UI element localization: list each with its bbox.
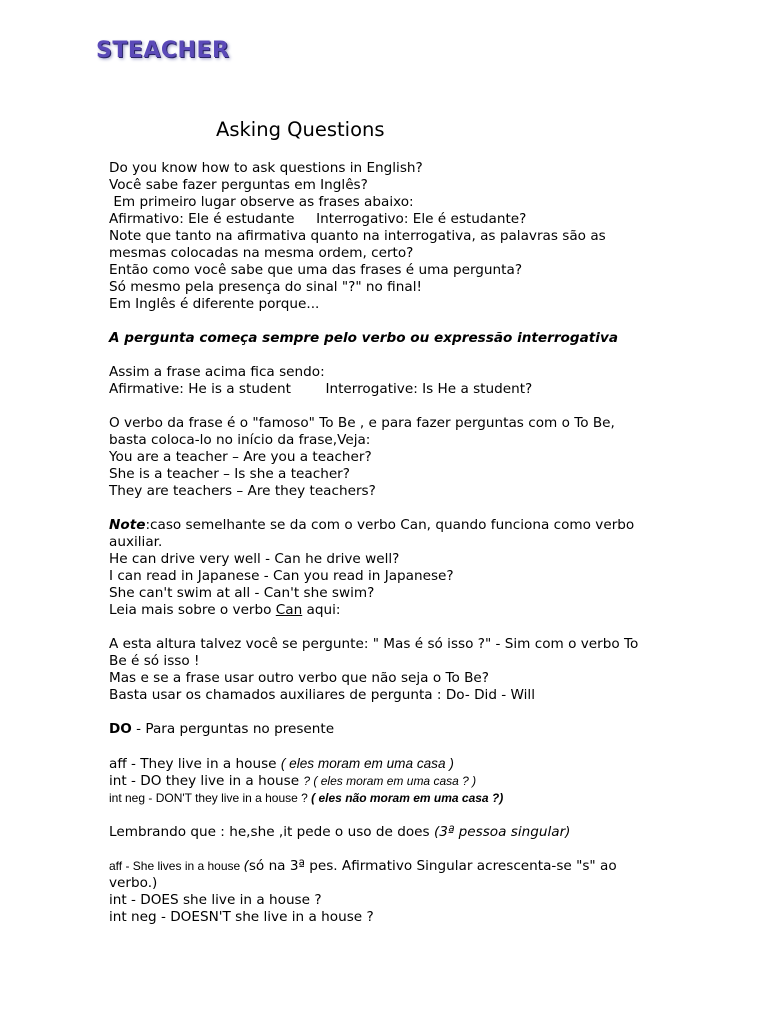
text-line: I can read in Japanese - Can you read in Japanese? — [109, 568, 454, 584]
text-line: A esta altura talvez você se pergunte: " Mas é só isso ?" - Sim com o verbo To Be é só isso ! — [109, 636, 639, 669]
note-text: :caso semelhante se da com o verbo Can, quando funciona como verbo auxiliar. — [109, 517, 635, 550]
do-intneg-translation: ( eles não moram em uma casa ?) — [311, 791, 504, 805]
do-intneg-line — [109, 790, 649, 807]
intro-paragraph — [109, 160, 649, 313]
does-int-line: int - DOES she live in a house ? — [109, 892, 322, 908]
example-paragraph — [109, 364, 649, 398]
text-line: Você sabe fazer perguntas em Inglês? — [109, 177, 368, 193]
does-aff-line — [109, 858, 649, 892]
do-int-translation: ? ( eles moram em uma casa ? ) — [303, 774, 477, 788]
text-line: Em primeiro lugar observe as frases abaixo: — [109, 194, 414, 210]
does-reminder — [109, 824, 649, 841]
document-body — [109, 160, 649, 926]
text-line: Em Inglês é diferente porque... — [109, 296, 320, 312]
can-link[interactable]: Can — [275, 602, 303, 618]
more-suffix: aqui: — [302, 602, 341, 618]
do-heading — [109, 721, 649, 738]
text-line: mesmas colocadas na mesma ordem, certo? — [109, 245, 414, 261]
text-line: Assim a frase acima fica sendo: — [109, 364, 325, 380]
does-reminder-text: Lembrando que : he,she ,it pede o uso de does — [109, 824, 434, 840]
page-title: Asking Questions — [216, 118, 385, 141]
does-aff: aff - She lives in a house — [109, 859, 244, 873]
text-line: Afirmative: He is a student Interrogative: Is He a student? — [109, 381, 533, 397]
question-paragraph — [109, 636, 649, 704]
text-line: He can drive very well - Can he drive well? — [109, 551, 400, 567]
highlight-rule: A pergunta começa sempre pelo verbo ou expressão interrogativa — [109, 330, 618, 346]
do-intneg: int neg - DON'T they live in a house ? — [109, 791, 312, 805]
more-prefix: Leia mais sobre o verbo — [109, 602, 276, 618]
text-line: O verbo da frase é o "famoso" To Be , e para fazer perguntas com o To Be, — [109, 415, 615, 431]
do-int: int - DO they live in a house — [109, 773, 304, 789]
text-line: Note que tanto na afirmativa quanto na interrogativa, as palavras são as — [109, 228, 606, 244]
does-aff-paren: ( — [243, 858, 249, 874]
tobe-paragraph — [109, 415, 649, 500]
text-line: You are a teacher – Are you a teacher? — [109, 449, 372, 465]
text-line: Mas e se a frase usar outro verbo que não seja o To Be? — [109, 670, 489, 686]
text-line: Do you know how to ask questions in English? — [109, 160, 423, 176]
text-line — [109, 602, 649, 619]
logo: STEACHER — [96, 38, 230, 63]
text-line: basta coloca-lo no início da frase,Veja: — [109, 432, 371, 448]
does-examples — [109, 858, 649, 926]
do-int-line — [109, 773, 649, 790]
text-line: Afirmativo: Ele é estudante Interrogativo: Ele é estudante? — [109, 211, 527, 227]
note-paragraph — [109, 517, 649, 619]
text-line: They are teachers – Are they teachers? — [109, 483, 376, 499]
text-line: Basta usar os chamados auxiliares de pergunta : Do- Did - Will — [109, 687, 535, 703]
note-label: Note — [109, 517, 146, 533]
note-line — [109, 517, 649, 551]
text-line: Então como você sabe que uma das frases é uma pergunta? — [109, 262, 523, 278]
do-examples — [109, 755, 649, 807]
does-reminder-italic: (3ª pessoa singular) — [433, 824, 571, 840]
do-aff-line — [109, 755, 649, 773]
does-intneg-line: int neg - DOESN'T she live in a house ? — [109, 909, 374, 925]
text-line: She is a teacher – Is she a teacher? — [109, 466, 350, 482]
text-line: She can't swim at all - Can't she swim? — [109, 585, 375, 601]
do-label: DO — [109, 721, 132, 737]
do-text: - Para perguntas no presente — [131, 721, 335, 737]
do-aff-translation: ( eles moram em uma casa ) — [280, 756, 454, 771]
text-line: Só mesmo pela presença do sinal "?" no final! — [109, 279, 422, 295]
does-aff-rest: só na 3ª pes. Afirmativo Singular acrescenta-se "s" ao verbo.) — [109, 858, 617, 891]
do-aff: aff - They live in a house — [109, 756, 281, 772]
